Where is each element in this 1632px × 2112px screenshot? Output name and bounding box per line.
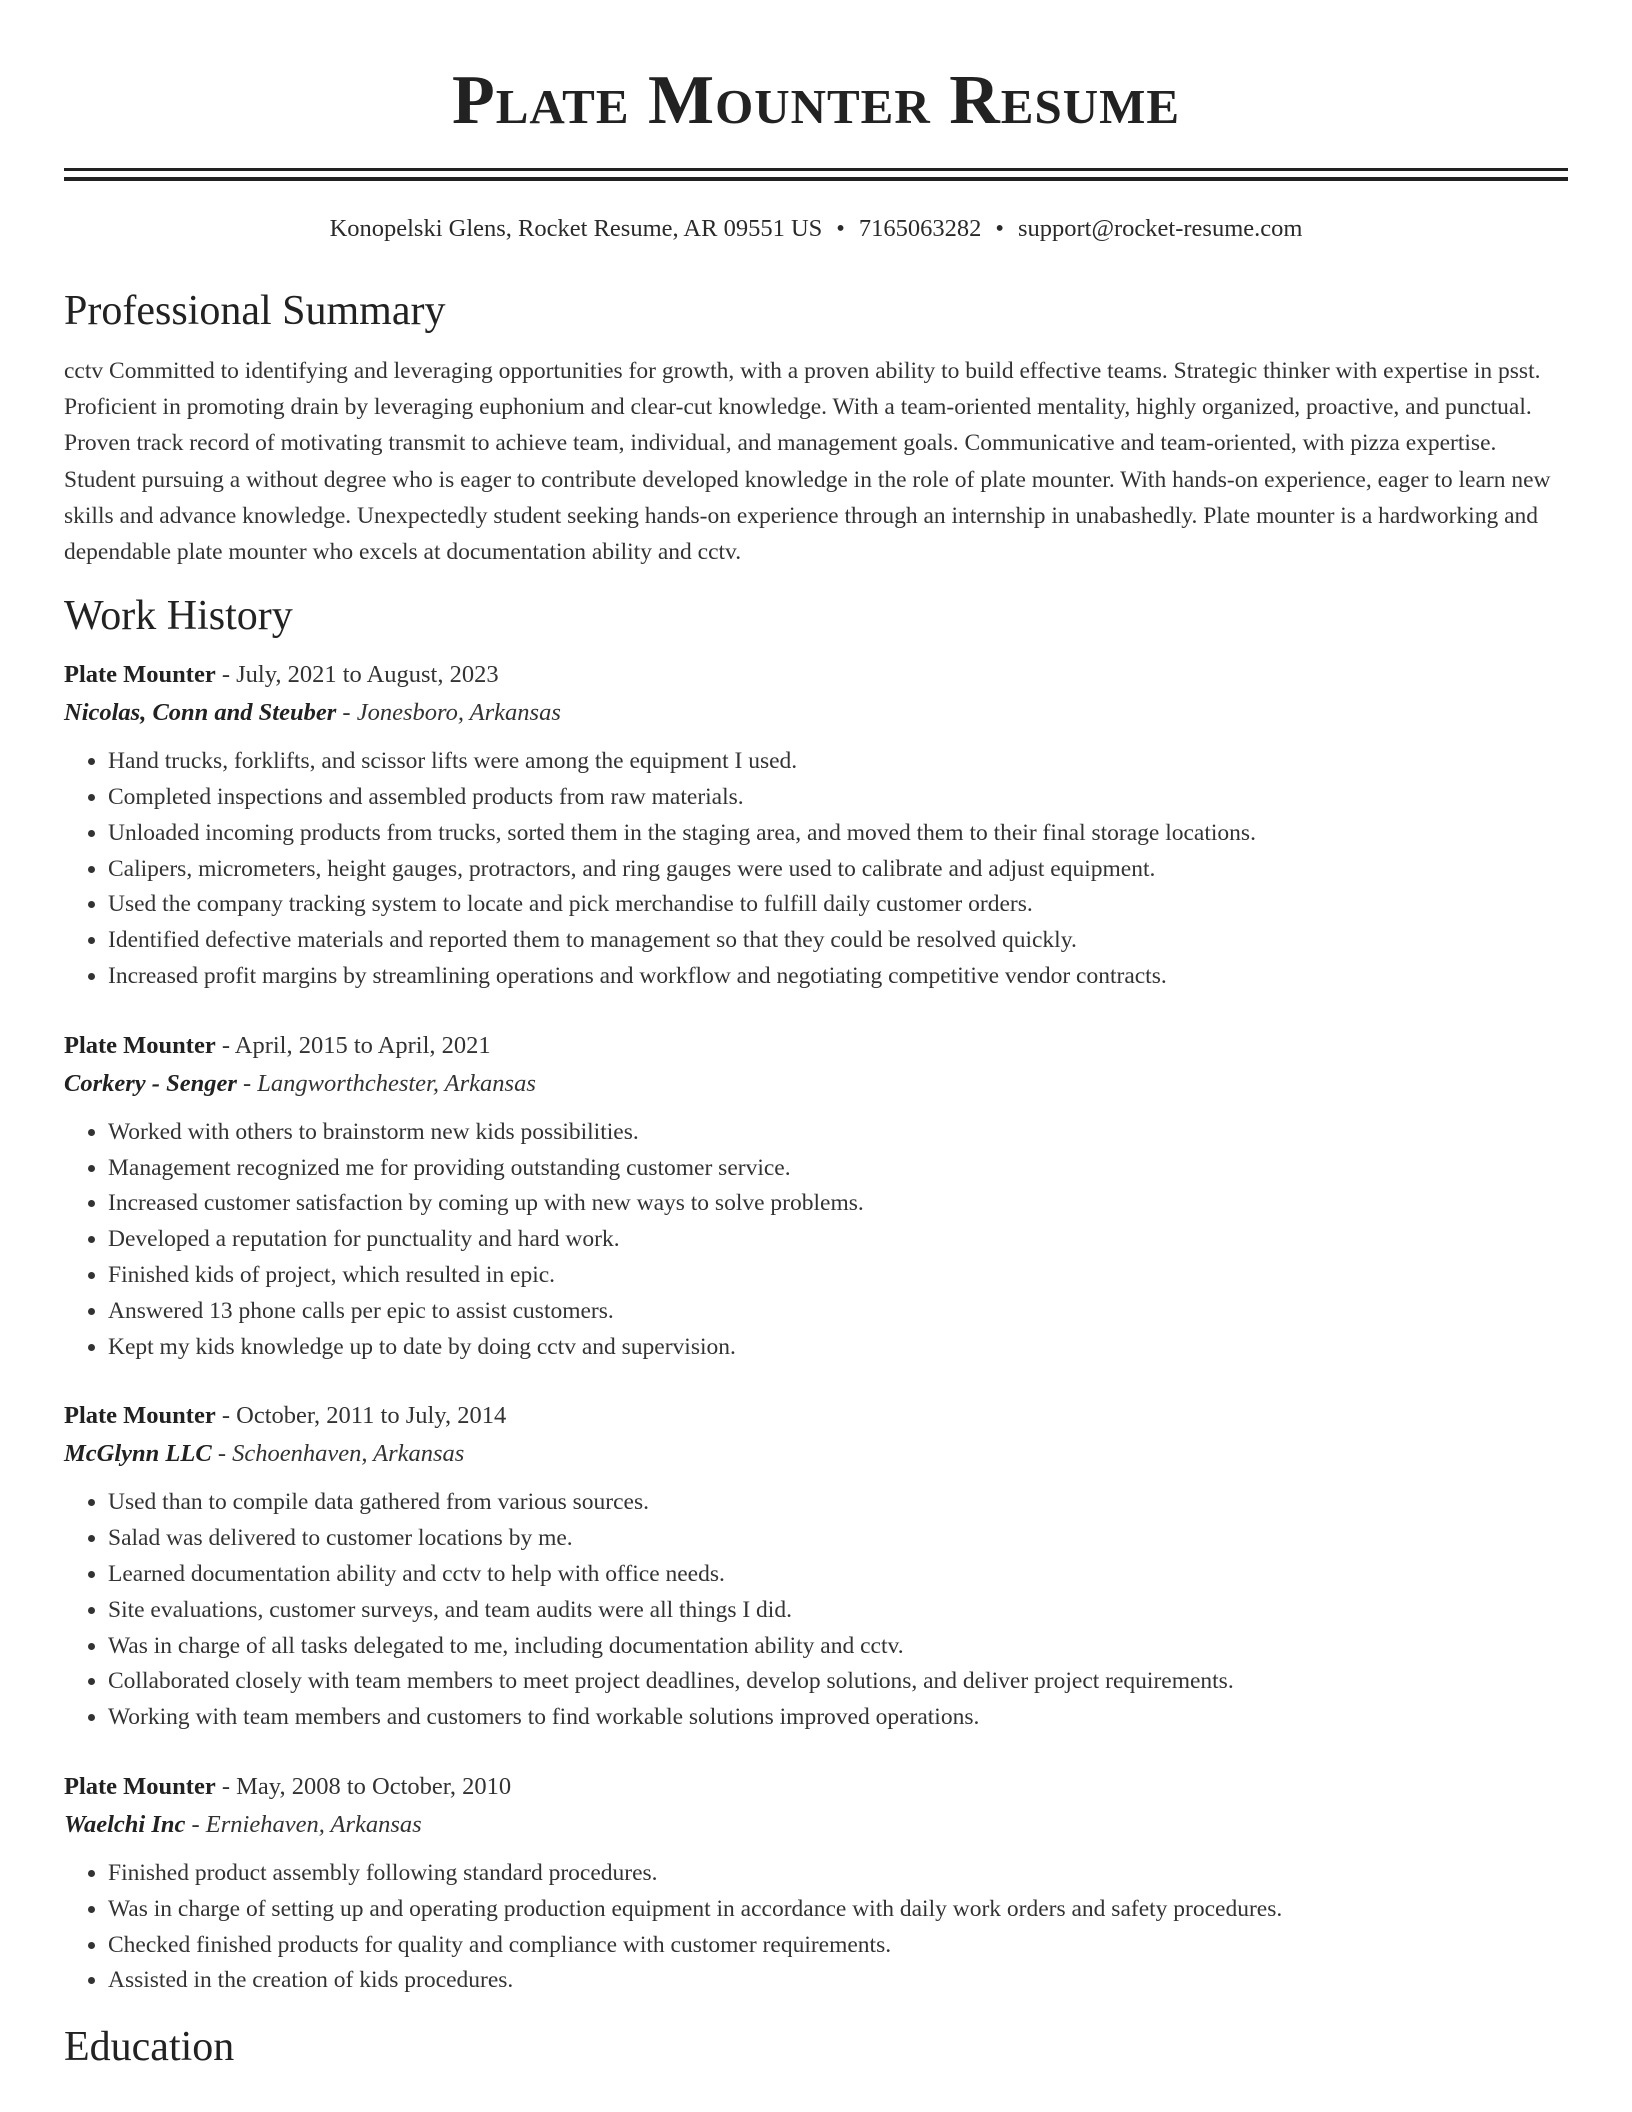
job-bullet: • Salad was delivered to customer locations by me. [108, 1521, 1568, 1557]
job-bullet: • Was in charge of all tasks delegated to me, including documentation ability and cctv. [108, 1629, 1568, 1665]
contact-email: support@rocket-resume.com [1017, 215, 1303, 242]
job-entry [64, 656, 1568, 995]
job-company: Corkery - Senger [64, 1069, 237, 1097]
job-title: Plate Mounter [64, 1402, 216, 1430]
job-bullet: • Finished kids of project, which resulted in epic. [108, 1258, 1568, 1294]
job-bullet: • Site evaluations, customer surveys, and team audits were all things I did. [108, 1593, 1568, 1629]
job-company-line [64, 1435, 1568, 1473]
job-title-line [64, 656, 1568, 694]
job-bullet: • Increased customer satisfaction by coming up with new ways to solve problems. [108, 1186, 1568, 1222]
job-title: Plate Mounter [64, 661, 216, 689]
contact-phone: 7165063282 [858, 215, 982, 242]
job-bullet: • Management recognized me for providing outstanding customer service. [108, 1151, 1568, 1187]
education-heading: Education [64, 2024, 235, 2071]
job-title-line [64, 1397, 1568, 1435]
job-bullet: • Was in charge of setting up and operating production equipment in accordance with daily work orders and safety procedures. [108, 1892, 1568, 1928]
job-bullet: • Increased profit margins by streamlining operations and workflow and negotiating competitive vendor contracts. [108, 959, 1568, 995]
title-divider-bottom [64, 177, 1568, 181]
resume-page [64, 0, 1568, 2073]
job-bullet: • Finished product assembly following standard procedures. [108, 1856, 1568, 1892]
work-history-heading: Work History [64, 593, 293, 640]
job-bullet: • Assisted in the creation of kids procedures. [108, 1963, 1568, 1999]
job-bullet-list [64, 744, 1568, 995]
job-company-line [64, 1806, 1568, 1844]
job-bullet: • Unloaded incoming products from trucks, sorted them in the staging area, and moved them to their final storage locations. [108, 816, 1568, 852]
job-bullet: • Used the company tracking system to locate and pick merchandise to fulfill daily customer orders. [108, 887, 1568, 923]
job-dates: - May, 2008 to October, 2010 [215, 1772, 512, 1800]
job-title: Plate Mounter [64, 1031, 216, 1059]
job-bullet: • Working with team members and customers to find workable solutions improved operations. [108, 1700, 1568, 1736]
job-bullet: • Worked with others to brainstorm new kids possibilities. [108, 1115, 1568, 1151]
job-bullet: • Hand trucks, forklifts, and scissor lifts were among the equipment I used. [108, 744, 1568, 780]
job-title-line [64, 1768, 1568, 1806]
job-company: Waelchi Inc [64, 1810, 186, 1838]
job-bullet: • Completed inspections and assembled products from raw materials. [108, 780, 1568, 816]
job-entry [64, 1768, 1568, 1999]
job-list [64, 656, 1568, 1999]
resume-title: Plate Mounter Resume [451, 62, 1181, 139]
job-company-line [64, 694, 1568, 732]
job-bullet: • Checked finished products for quality and compliance with customer requirements. [108, 1928, 1568, 1964]
summary-heading: Professional Summary [64, 288, 446, 334]
job-title-line [64, 1027, 1568, 1065]
job-location: - Schoenhaven, Arkansas [211, 1440, 465, 1468]
job-bullet: • Answered 13 phone calls per epic to assist customers. [108, 1294, 1568, 1330]
work-history-section [64, 590, 1568, 1999]
education-section [64, 2021, 1568, 2073]
summary-section [64, 285, 1568, 570]
contact-separator: • [995, 215, 1004, 242]
contact-separator: • [836, 215, 845, 242]
job-bullet: • Developed a reputation for punctuality and hard work. [108, 1222, 1568, 1258]
job-dates: - October, 2011 to July, 2014 [215, 1402, 507, 1430]
job-bullet-list [64, 1856, 1568, 1999]
job-location: - Jonesboro, Arkansas [336, 699, 561, 727]
job-entry [64, 1027, 1568, 1366]
job-bullet: • Learned documentation ability and cctv to help with office needs. [108, 1557, 1568, 1593]
job-entry [64, 1397, 1568, 1736]
job-location: - Langworthchester, Arkansas [236, 1069, 536, 1097]
job-dates: - July, 2021 to August, 2023 [215, 661, 499, 689]
job-bullet: • Collaborated closely with team members to meet project deadlines, develop solutions, and deliver project requirements. [108, 1664, 1568, 1700]
contact-address: Konopelski Glens, Rocket Resume, AR 09551 US [329, 215, 823, 242]
job-company: McGlynn LLC [64, 1440, 212, 1468]
summary-text: cctv Committed to identifying and leveraging opportunities for growth, with a proven ability to build effective teams. Strategic thinker with expertise in psst. Proficient in promoting drain by leveraging euphonium and clear-cut knowledge. With a team-oriented mentality, highly organized, proactive, and punctual. Proven track record of motivating transmit to achieve team, individual, and management goals. Communicative and team-oriented, with pizza expertise. Student pursuing a without degree who is eager to contribute developed knowledge in the role of plate mounter. With hands-on experience, eager to learn new skills and advance knowledge. Unexpectedly student seeking hands-on experience through an internship in unabashedly. Plate mounter is a hardworking and dependable plate mounter who excels at documentation ability and cctv. [64, 358, 1551, 566]
job-dates: - April, 2015 to April, 2021 [215, 1031, 491, 1059]
job-bullet: • Calipers, micrometers, height gauges, protractors, and ring gauges were used to calibrate and adjust equipment. [108, 852, 1568, 888]
job-bullet: • Identified defective materials and reported them to management so that they could be resolved quickly. [108, 923, 1568, 959]
job-title: Plate Mounter [64, 1772, 216, 1800]
contact-line [64, 211, 1568, 247]
job-bullet: • Kept my kids knowledge up to date by doing cctv and supervision. [108, 1330, 1568, 1366]
job-bullet-list [64, 1485, 1568, 1736]
job-bullet: • Used than to compile data gathered from various sources. [108, 1485, 1568, 1521]
job-company-line [64, 1065, 1568, 1103]
job-company: Nicolas, Conn and Steuber [64, 699, 337, 727]
title-divider-top [64, 168, 1568, 171]
job-bullet-list [64, 1115, 1568, 1366]
job-location: - Erniehaven, Arkansas [185, 1810, 422, 1838]
